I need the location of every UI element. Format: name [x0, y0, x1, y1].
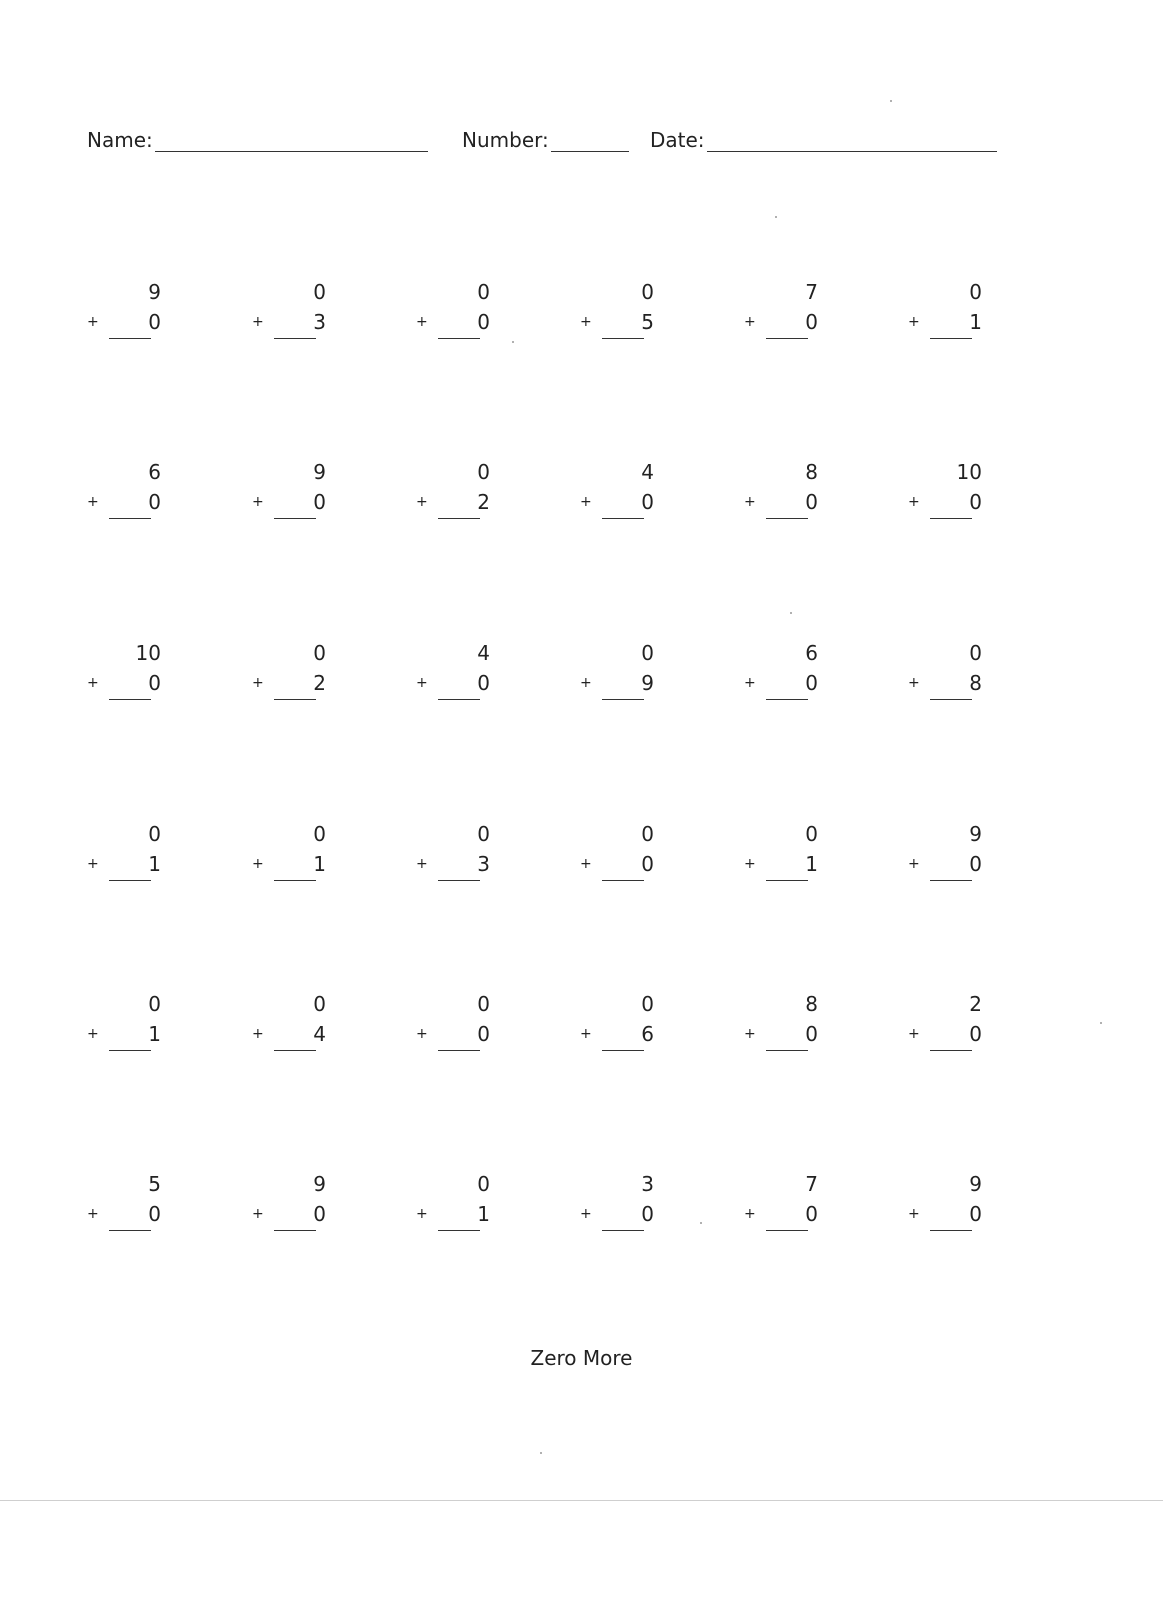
answer-line[interactable] — [930, 518, 972, 519]
addition-problem — [416, 822, 506, 886]
addend-bottom: 0 — [148, 1202, 161, 1226]
plus-sign: + — [744, 494, 756, 510]
addition-problem — [908, 641, 998, 705]
addend-bottom: 0 — [477, 671, 490, 695]
addend-bottom: 4 — [313, 1022, 326, 1046]
plus-sign: + — [416, 1026, 428, 1042]
answer-line[interactable] — [930, 1050, 972, 1051]
answer-line[interactable] — [274, 1230, 316, 1231]
addend-top: 6 — [805, 641, 818, 665]
addend-bottom: 0 — [148, 671, 161, 695]
scan-speck — [1100, 1022, 1102, 1024]
scan-speck — [512, 341, 514, 343]
scan-speck — [775, 216, 777, 218]
plus-sign: + — [744, 1026, 756, 1042]
addend-top: 0 — [313, 822, 326, 846]
addition-problem — [87, 641, 177, 705]
plus-sign: + — [908, 314, 920, 330]
addend-bottom: 0 — [969, 490, 982, 514]
answer-line[interactable] — [766, 518, 808, 519]
plus-sign: + — [252, 856, 264, 872]
addend-bottom: 0 — [969, 1202, 982, 1226]
answer-line[interactable] — [274, 880, 316, 881]
answer-line[interactable] — [109, 880, 151, 881]
addend-top: 0 — [641, 641, 654, 665]
addition-problem — [252, 992, 342, 1056]
addend-bottom: 2 — [477, 490, 490, 514]
answer-line[interactable] — [438, 880, 480, 881]
answer-line[interactable] — [274, 1050, 316, 1051]
number-field[interactable] — [462, 128, 629, 152]
answer-line[interactable] — [766, 880, 808, 881]
answer-line[interactable] — [109, 1050, 151, 1051]
number-label: Number: — [462, 128, 549, 152]
answer-line[interactable] — [766, 699, 808, 700]
addend-bottom: 0 — [969, 852, 982, 876]
addend-bottom: 0 — [313, 490, 326, 514]
plus-sign: + — [252, 675, 264, 691]
addend-bottom: 0 — [477, 310, 490, 334]
scan-speck — [790, 612, 792, 614]
addend-bottom: 1 — [313, 852, 326, 876]
addend-bottom: 3 — [477, 852, 490, 876]
addition-problem — [416, 460, 506, 524]
plus-sign: + — [252, 1206, 264, 1222]
name-field[interactable] — [87, 128, 428, 152]
addend-top: 0 — [641, 822, 654, 846]
addition-problem — [908, 460, 998, 524]
addend-bottom: 0 — [641, 490, 654, 514]
plus-sign: + — [416, 856, 428, 872]
addend-bottom: 3 — [313, 310, 326, 334]
addend-top: 0 — [477, 1172, 490, 1196]
answer-line[interactable] — [109, 338, 151, 339]
addend-bottom: 1 — [477, 1202, 490, 1226]
addition-problem — [252, 822, 342, 886]
plus-sign: + — [252, 314, 264, 330]
plus-sign: + — [87, 314, 99, 330]
addition-problem — [87, 280, 177, 344]
addend-top: 0 — [313, 992, 326, 1016]
answer-line[interactable] — [274, 338, 316, 339]
plus-sign: + — [908, 675, 920, 691]
plus-sign: + — [744, 856, 756, 872]
plus-sign: + — [87, 856, 99, 872]
answer-line[interactable] — [109, 699, 151, 700]
addend-bottom: 0 — [805, 671, 818, 695]
worksheet-title: Zero More — [530, 1346, 633, 1370]
addend-top: 0 — [805, 822, 818, 846]
plus-sign: + — [580, 856, 592, 872]
answer-line[interactable] — [766, 1050, 808, 1051]
addition-problem — [580, 280, 670, 344]
addend-top: 5 — [148, 1172, 161, 1196]
answer-line[interactable] — [766, 338, 808, 339]
plus-sign: + — [580, 675, 592, 691]
answer-line[interactable] — [274, 518, 316, 519]
date-label: Date: — [650, 128, 705, 152]
addend-top: 8 — [805, 460, 818, 484]
addition-problem — [252, 460, 342, 524]
addend-top: 0 — [477, 280, 490, 304]
plus-sign: + — [87, 675, 99, 691]
answer-line[interactable] — [930, 699, 972, 700]
addend-top: 9 — [313, 1172, 326, 1196]
plus-sign: + — [908, 1026, 920, 1042]
answer-line[interactable] — [602, 518, 644, 519]
name-label: Name: — [87, 128, 153, 152]
addend-top: 10 — [956, 460, 982, 484]
addend-bottom: 2 — [313, 671, 326, 695]
addend-top: 6 — [148, 460, 161, 484]
addend-top: 3 — [641, 1172, 654, 1196]
addition-problem — [908, 1172, 998, 1236]
plus-sign: + — [744, 314, 756, 330]
addend-top: 0 — [969, 280, 982, 304]
answer-line[interactable] — [930, 1230, 972, 1231]
addition-problem — [87, 460, 177, 524]
name-blank-line[interactable] — [155, 129, 428, 152]
answer-line[interactable] — [438, 699, 480, 700]
scan-speck — [890, 100, 892, 102]
answer-line[interactable] — [602, 338, 644, 339]
addition-problem — [908, 822, 998, 886]
plus-sign: + — [744, 675, 756, 691]
addend-bottom: 1 — [805, 852, 818, 876]
answer-line[interactable] — [602, 1230, 644, 1231]
addend-bottom: 0 — [477, 1022, 490, 1046]
answer-line[interactable] — [602, 1050, 644, 1051]
addend-bottom: 9 — [641, 671, 654, 695]
addend-bottom: 0 — [641, 852, 654, 876]
plus-sign: + — [580, 1026, 592, 1042]
answer-line[interactable] — [602, 699, 644, 700]
addition-problem — [416, 280, 506, 344]
addend-top: 0 — [477, 992, 490, 1016]
addition-problem — [744, 641, 834, 705]
plus-sign: + — [580, 494, 592, 510]
addition-problem — [744, 280, 834, 344]
answer-line[interactable] — [930, 880, 972, 881]
addend-bottom: 0 — [148, 310, 161, 334]
addend-bottom: 1 — [148, 852, 161, 876]
addition-problem — [416, 992, 506, 1056]
addend-bottom: 5 — [641, 310, 654, 334]
plus-sign: + — [416, 1206, 428, 1222]
scan-speck — [540, 1452, 542, 1454]
addition-problem — [416, 641, 506, 705]
plus-sign: + — [87, 1026, 99, 1042]
addend-bottom: 0 — [641, 1202, 654, 1226]
addition-problem — [744, 822, 834, 886]
plus-sign: + — [744, 1206, 756, 1222]
addend-bottom: 0 — [969, 1022, 982, 1046]
plus-sign: + — [252, 494, 264, 510]
addition-problem — [580, 822, 670, 886]
plus-sign: + — [908, 856, 920, 872]
plus-sign: + — [87, 1206, 99, 1222]
answer-line[interactable] — [930, 338, 972, 339]
addend-top: 7 — [805, 280, 818, 304]
answer-line[interactable] — [109, 1230, 151, 1231]
addend-top: 0 — [969, 641, 982, 665]
addend-bottom: 0 — [805, 490, 818, 514]
answer-line[interactable] — [109, 518, 151, 519]
addend-top: 0 — [148, 992, 161, 1016]
answer-line[interactable] — [602, 880, 644, 881]
addend-bottom: 0 — [805, 1202, 818, 1226]
addend-top: 0 — [477, 460, 490, 484]
addend-top: 0 — [313, 641, 326, 665]
plus-sign: + — [908, 1206, 920, 1222]
addend-bottom: 0 — [148, 490, 161, 514]
addend-top: 0 — [313, 280, 326, 304]
plus-sign: + — [416, 494, 428, 510]
addition-problem — [744, 992, 834, 1056]
plus-sign: + — [252, 1026, 264, 1042]
addend-top: 9 — [969, 822, 982, 846]
addend-bottom: 8 — [969, 671, 982, 695]
addend-top: 4 — [641, 460, 654, 484]
addition-problem — [580, 460, 670, 524]
addend-bottom: 6 — [641, 1022, 654, 1046]
number-blank-line[interactable] — [551, 129, 629, 152]
addition-problem — [580, 1172, 670, 1236]
answer-line[interactable] — [438, 518, 480, 519]
addition-problem — [744, 460, 834, 524]
scan-background — [0, 1501, 1163, 1600]
addition-problem — [908, 280, 998, 344]
scan-speck — [700, 1222, 702, 1224]
plus-sign: + — [908, 494, 920, 510]
addition-problem — [744, 1172, 834, 1236]
addend-top: 0 — [641, 992, 654, 1016]
plus-sign: + — [580, 314, 592, 330]
plus-sign: + — [87, 494, 99, 510]
answer-line[interactable] — [438, 1230, 480, 1231]
addition-problem — [416, 1172, 506, 1236]
addend-top: 8 — [805, 992, 818, 1016]
plus-sign: + — [580, 1206, 592, 1222]
answer-line[interactable] — [438, 338, 480, 339]
addition-problem — [252, 1172, 342, 1236]
date-blank-line[interactable] — [707, 129, 997, 152]
addend-top: 0 — [641, 280, 654, 304]
addition-problem — [87, 822, 177, 886]
addition-problem — [252, 641, 342, 705]
addend-top: 2 — [969, 992, 982, 1016]
addend-top: 9 — [148, 280, 161, 304]
addend-top: 10 — [135, 641, 161, 665]
addend-top: 9 — [313, 460, 326, 484]
answer-line[interactable] — [438, 1050, 480, 1051]
plus-sign: + — [416, 675, 428, 691]
addend-top: 4 — [477, 641, 490, 665]
addition-problem — [908, 992, 998, 1056]
date-field[interactable] — [650, 128, 997, 152]
addend-bottom: 0 — [805, 1022, 818, 1046]
addition-problem — [580, 641, 670, 705]
addition-problem — [252, 280, 342, 344]
plus-sign: + — [416, 314, 428, 330]
addition-problem — [580, 992, 670, 1056]
addend-bottom: 1 — [148, 1022, 161, 1046]
answer-line[interactable] — [274, 699, 316, 700]
addend-bottom: 1 — [969, 310, 982, 334]
addend-top: 0 — [477, 822, 490, 846]
addend-top: 0 — [148, 822, 161, 846]
addend-top: 7 — [805, 1172, 818, 1196]
addition-problem — [87, 1172, 177, 1236]
addend-top: 9 — [969, 1172, 982, 1196]
addend-bottom: 0 — [805, 310, 818, 334]
answer-line[interactable] — [766, 1230, 808, 1231]
addend-bottom: 0 — [313, 1202, 326, 1226]
addition-problem — [87, 992, 177, 1056]
